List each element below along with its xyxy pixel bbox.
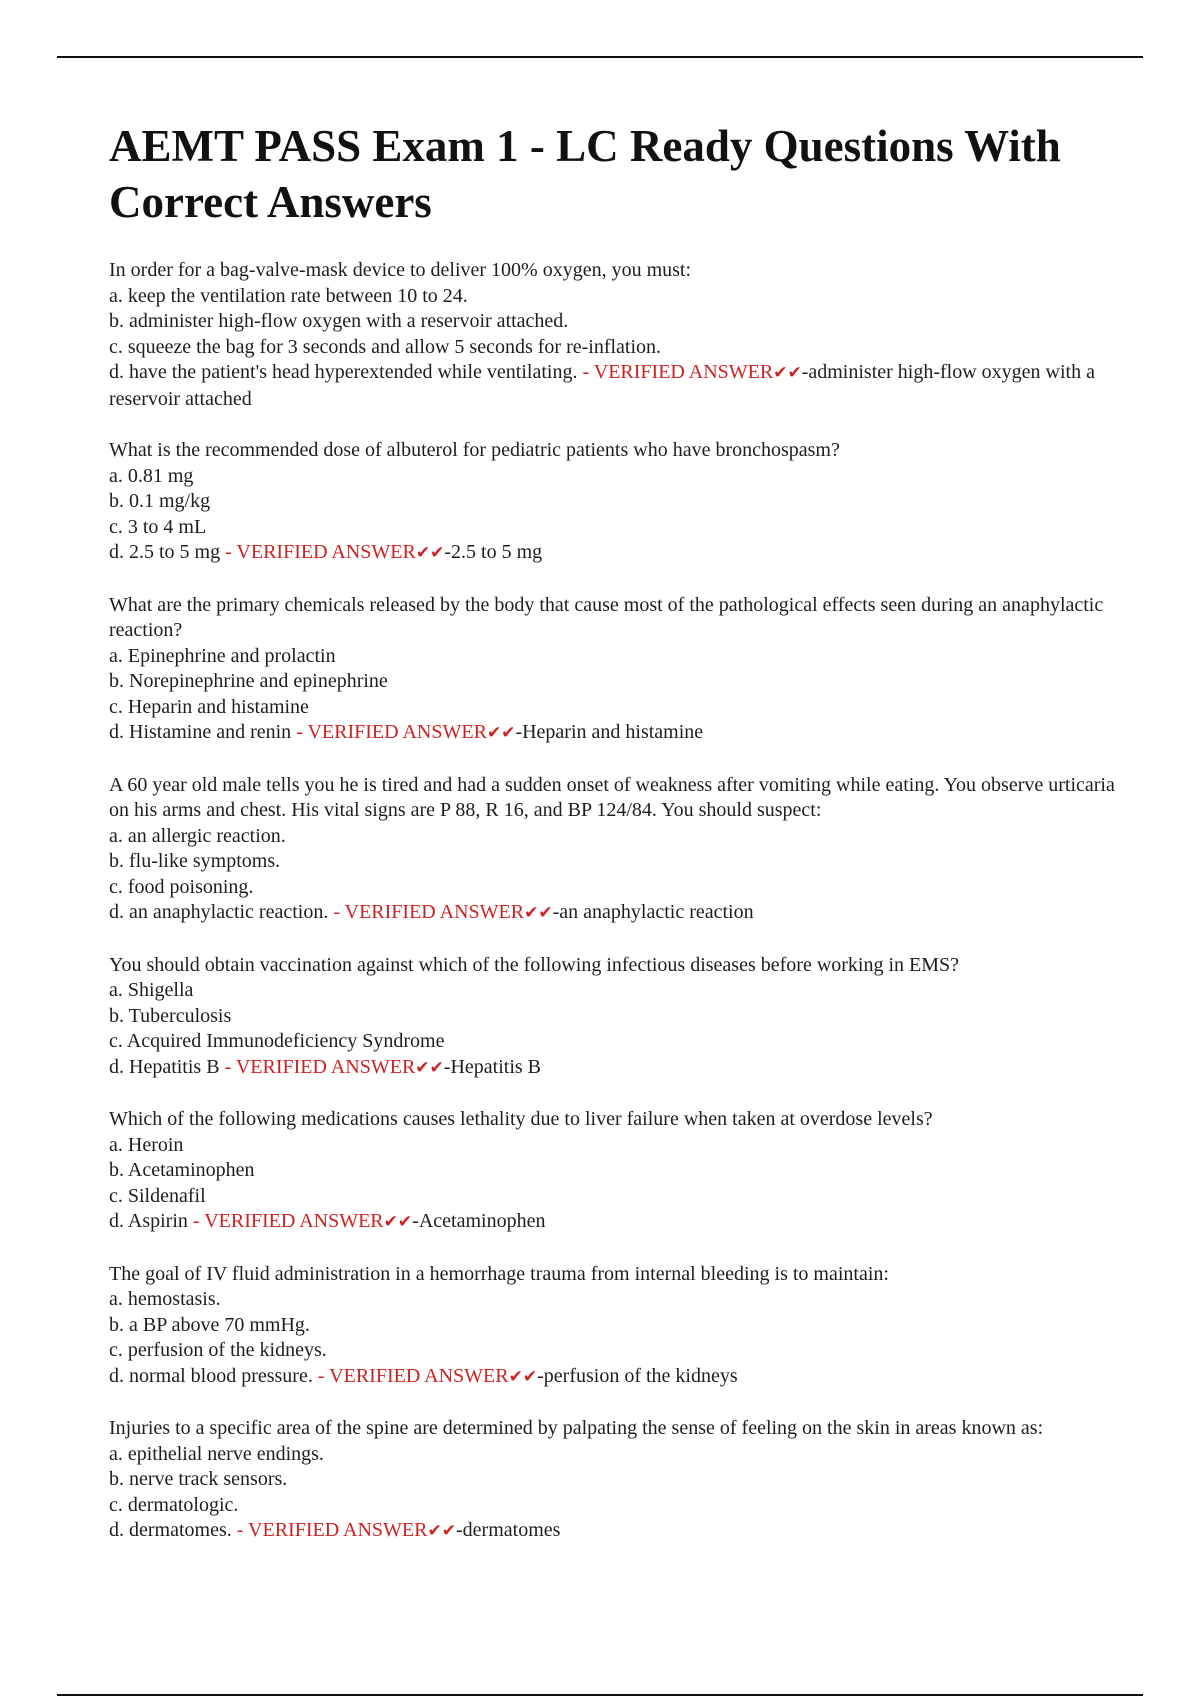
answer-option: a. Shigella (109, 979, 194, 1001)
answer-prefix: - (412, 1210, 419, 1232)
question-text: The goal of IV fluid administration in a hemorrhage trauma from internal bleeding is to maintain: (109, 1262, 889, 1285)
answer-option: b. 0.1 mg/kg (109, 490, 211, 512)
checkmark-icon: ✔✔ (383, 1212, 413, 1232)
verified-answer-label: - VERIFIED ANSWER (225, 541, 416, 563)
correct-answer: dermatomes (462, 1519, 561, 1541)
verified-answer-label: - VERIFIED ANSWER (317, 1364, 509, 1387)
answer-option-last (109, 1209, 1119, 1236)
answer-option: c. food poisoning. (109, 875, 254, 898)
answer-option: a. keep the ventilation rate between 10 to 24. (109, 284, 468, 307)
answer-option: b. a BP above 70 mmHg. (109, 1313, 310, 1336)
answer-option: a. an allergic reaction. (109, 824, 286, 847)
answer-option: b. Acetaminophen (109, 1159, 255, 1181)
verified-answer-label: - VERIFIED ANSWER (296, 721, 487, 743)
checkmark-icon: ✔✔ (773, 363, 802, 383)
answer-option: b. nerve track sensors. (109, 1468, 288, 1490)
answer-option-text: d. 2.5 to 5 mg (109, 541, 221, 563)
answer-option: a. epithelial nerve endings. (109, 1442, 324, 1465)
answer-option-text: d. Hepatitis B (109, 1055, 220, 1078)
answer-option: a. hemostasis. (109, 1288, 221, 1310)
answer-option-text: d. normal blood pressure. (109, 1364, 313, 1387)
answer-prefix: - (456, 1519, 463, 1541)
question-list (109, 258, 1119, 1545)
document-body (109, 118, 1119, 1571)
question-block (109, 1107, 1119, 1236)
answer-option: c. Heparin and histamine (109, 695, 309, 718)
answer-option: a. Heroin (109, 1133, 184, 1156)
answer-option: b. Norepinephrine and epinephrine (109, 670, 388, 692)
correct-answer: 2.5 to 5 mg (451, 541, 543, 563)
checkmark-icon: ✔✔ (508, 1366, 538, 1387)
answer-option: b. administer high-flow oxygen with a reservoir attached. (109, 310, 569, 332)
correct-answer: an anaphylactic reaction (559, 901, 754, 923)
answer-prefix: - (801, 361, 809, 383)
verified-answer-label: - VERIFIED ANSWER (333, 901, 525, 923)
question-text: What is the recommended dose of albuterol for pediatric patients who have bronchospasm? (109, 439, 840, 461)
answer-option-text: d. have the patient's head hyperextended while ventilating. (109, 361, 578, 383)
question-text: Injuries to a specific area of the spine are determined by palpating the sense of feeling on the skin in areas known as: (109, 1417, 1044, 1439)
question-block (109, 773, 1119, 927)
answer-option-last (109, 1364, 1119, 1391)
checkmark-icon: ✔✔ (427, 1521, 456, 1541)
answer-option-text: d. Histamine and renin (109, 721, 292, 743)
answer-option-last (109, 1055, 1119, 1082)
answer-option: a. Epinephrine and prolactin (109, 644, 336, 667)
verified-answer-label: - VERIFIED ANSWER (224, 1055, 416, 1078)
question-text: What are the primary chemicals released by the body that cause most of the pathological effects seen during an anaphylactic reaction? (109, 593, 1104, 641)
answer-option: c. squeeze the bag for 3 seconds and allow 5 seconds for re-inflation. (109, 335, 662, 358)
answer-option-last (109, 360, 1119, 412)
answer-option-text: d. Aspirin (109, 1210, 188, 1232)
correct-answer: Acetaminophen (418, 1210, 546, 1232)
question-text: Which of the following medications causes lethality due to liver failure when taken at overdose levels? (109, 1108, 933, 1130)
question-block (109, 1416, 1119, 1545)
question-block (109, 1262, 1119, 1391)
question-block (109, 593, 1119, 747)
answer-option: c. dermatologic. (109, 1493, 239, 1516)
correct-answer: administer high-flow oxygen with a reservoir attached (109, 361, 1095, 410)
answer-option-text: d. dermatomes. (109, 1519, 232, 1541)
answer-option: a. 0.81 mg (109, 464, 194, 487)
answer-prefix: - (552, 901, 560, 923)
answer-prefix: - (537, 1364, 544, 1387)
question-block (109, 953, 1119, 1082)
question-block (109, 438, 1119, 567)
correct-answer: perfusion of the kidneys (543, 1364, 738, 1387)
top-divider (57, 56, 1143, 58)
checkmark-icon: ✔✔ (415, 543, 445, 563)
answer-option: c. perfusion of the kidneys. (109, 1339, 327, 1361)
answer-option: c. Sildenafil (109, 1184, 206, 1207)
question-block (109, 258, 1119, 412)
checkmark-icon: ✔✔ (415, 1057, 444, 1078)
bottom-divider (57, 1694, 1143, 1696)
answer-option: c. 3 to 4 mL (109, 515, 207, 538)
question-text: You should obtain vaccination against which of the following infectious diseases before working in EMS? (109, 953, 960, 976)
checkmark-icon: ✔✔ (486, 723, 516, 743)
correct-answer: Heparin and histamine (522, 721, 704, 743)
question-text: In order for a bag-valve-mask device to deliver 100% oxygen, you must: (109, 259, 692, 281)
answer-prefix: - (443, 1055, 451, 1078)
answer-option: b. Tuberculosis (109, 1004, 232, 1027)
question-text: A 60 year old male tells you he is tired and had a sudden onset of weakness after vomiting while eating. You observe urticaria on his arms and chest. His vital signs are P 88, R 16, and BP 124/84. You should suspect: (109, 773, 1115, 821)
document-title: AEMT PASS Exam 1 - LC Ready Questions With Correct Answers (109, 121, 1061, 227)
answer-option: c. Acquired Immunodeficiency Syndrome (109, 1030, 445, 1052)
verified-answer-label: - VERIFIED ANSWER (236, 1519, 428, 1541)
answer-option-last (109, 540, 1119, 567)
answer-option: b. flu-like symptoms. (109, 850, 281, 872)
answer-option-text: d. an anaphylactic reaction. (109, 901, 329, 923)
answer-prefix: - (515, 721, 523, 743)
answer-option-last (109, 1518, 1119, 1545)
verified-answer-label: - VERIFIED ANSWER (582, 361, 774, 383)
verified-answer-label: - VERIFIED ANSWER (192, 1210, 384, 1232)
answer-option-last (109, 900, 1119, 927)
correct-answer: Hepatitis B (450, 1055, 542, 1078)
checkmark-icon: ✔✔ (524, 903, 553, 923)
answer-prefix: - (444, 541, 452, 563)
answer-option-last (109, 720, 1119, 747)
